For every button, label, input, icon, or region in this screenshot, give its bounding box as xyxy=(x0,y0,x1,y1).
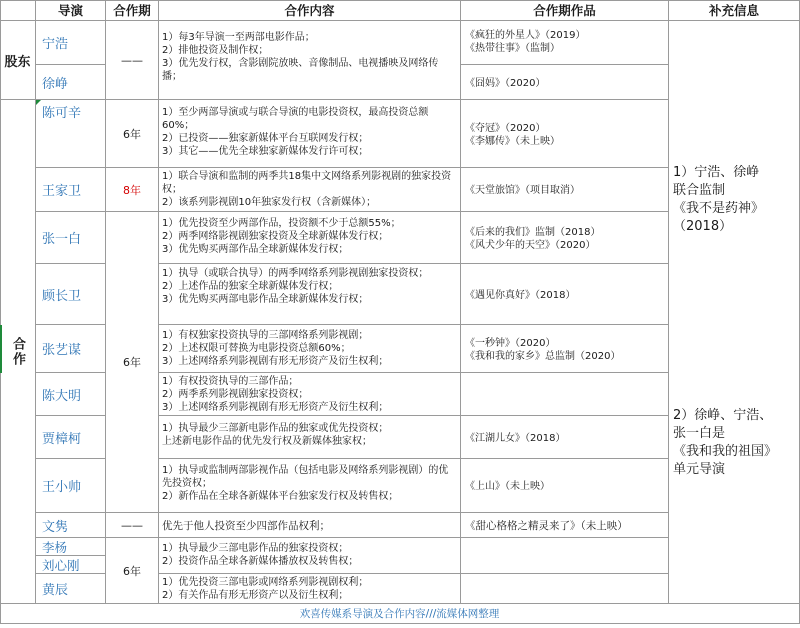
term-cell[interactable]: 8年 xyxy=(106,168,159,212)
director-cell[interactable]: 王家卫 xyxy=(36,168,106,212)
director-cell[interactable]: 刘心刚 xyxy=(36,556,106,574)
content-cell[interactable]: 1）优先投资三部电影或网络系列影视剧权利； 2）有关作品有形无形资产以及衍生权利； xyxy=(159,574,461,604)
works-cell[interactable] xyxy=(461,574,669,604)
row-marker xyxy=(0,325,2,373)
header-content[interactable]: 合作内容 xyxy=(159,0,461,21)
term-cell[interactable]: —— xyxy=(106,513,159,538)
header-role[interactable] xyxy=(0,0,36,21)
content-cell[interactable]: 1）执导最少三部电影作品的独家投资权； 2）投资作品全球各新媒体播放权及转售权； xyxy=(159,538,461,574)
content-cell[interactable]: 1）优先投资至少两部作品，投资额不少于总额55%； 2）两季网络影视剧独家投资及全球新媒体发行权； 3）优先购买两部作品全球新媒体发行权； xyxy=(159,212,461,264)
content-cell[interactable]: 优先于他人投资至少四部作品权利； xyxy=(159,513,461,538)
extra-column xyxy=(669,21,800,604)
footer-credit[interactable]: 欢喜传媒系导演及合作内容///流媒体网整理 xyxy=(0,604,800,624)
content-cell[interactable]: 1）执导（或联合执导）的两季网络系列影视剧独家投资权； 2）上述作品的独家全球新媒体发行权； 3）优先购买两部电影作品全球新媒体发行权； xyxy=(159,264,461,325)
director-cell[interactable]: 徐峥 xyxy=(36,65,106,100)
content-cell[interactable]: 1）每3年导演一至两部电影作品； 2）排他投资及制作权； 3）优先发行权，含影剧院放映、音像制品、电视播映及网络传播； xyxy=(159,21,461,100)
content-cell[interactable]: 1）至少两部导演或与联合导演的电影投资权，最高投资总额60%； 2）已投资——独家新媒体平台互联网发行权； 3）其它——优先全球独家新媒体发行许可权； xyxy=(159,100,461,168)
director-cell[interactable]: 李杨 xyxy=(36,538,106,556)
director-cell[interactable]: 文隽 xyxy=(36,513,106,538)
director-cell[interactable]: 张艺谋 xyxy=(36,325,106,373)
term-cell[interactable]: 6年 xyxy=(106,100,159,168)
term-cell[interactable]: 6年 xyxy=(106,212,159,513)
term-cell[interactable]: 6年 xyxy=(106,538,159,604)
director-cell[interactable]: 顾长卫 xyxy=(36,264,106,325)
works-cell[interactable]: 《上山》（未上映） xyxy=(461,459,669,513)
content-cell[interactable]: 1）联合导演和监制的两季共18集中文网络系列影视剧的独家投资权； 2）该系列影视剧10年独家发行权（含新媒体）； xyxy=(159,168,461,212)
director-cell[interactable]: 陈可辛 xyxy=(36,100,106,168)
director-cell[interactable]: 王小帅 xyxy=(36,459,106,513)
header-works[interactable]: 合作期作品 xyxy=(461,0,669,21)
content-cell[interactable]: 1）执导最少三部新电影作品的独家或优先投资权； 上述新电影作品的优先发行权及新媒体独家权； xyxy=(159,416,461,459)
works-cell[interactable]: 《夺冠》（2020） 《李娜传》（未上映） xyxy=(461,100,669,168)
director-cell[interactable]: 宁浩 xyxy=(36,21,106,65)
works-cell[interactable]: 《一秒钟》（2020） 《我和我的家乡》总监制（2020） xyxy=(461,325,669,373)
works-cell[interactable] xyxy=(461,538,669,574)
works-cell[interactable]: 《天堂旅馆》（项目取消） xyxy=(461,168,669,212)
director-cell[interactable]: 张一白 xyxy=(36,212,106,264)
group-cooperation[interactable] xyxy=(0,100,36,604)
header-extra[interactable]: 补充信息 xyxy=(669,0,800,21)
works-cell[interactable] xyxy=(461,373,669,416)
works-cell[interactable]: 《甜心格格之精灵来了》（未上映） xyxy=(461,513,669,538)
group-shareholder[interactable]: 股东 xyxy=(0,21,36,100)
header-director[interactable]: 导演 xyxy=(36,0,106,21)
extra-note-2[interactable]: 2）徐峥、宁浩、 张一白是 《我和我的祖国》 单元导演 xyxy=(673,408,778,477)
works-cell[interactable]: 《囧妈》（2020） xyxy=(461,65,669,100)
group-cooperation-label: 合作 xyxy=(10,336,25,367)
works-cell[interactable]: 《江湖儿女》（2018） xyxy=(461,416,669,459)
works-cell[interactable]: 《遇见你真好》（2018） xyxy=(461,264,669,325)
content-cell[interactable]: 1）有权投资执导的三部作品； 2）两季系列影视剧独家投资权； 3）上述网络系列影视剧有形无形资产及衍生权利； xyxy=(159,373,461,416)
content-cell[interactable]: 1）有权独家投资执导的三部网络系列影视剧； 2）上述权限可替换为电影投资总额60%； 3）上述网络系列影视剧有形无形资产及衍生权利； xyxy=(159,325,461,373)
content-cell[interactable]: 1）执导或监制两部影视作品（包括电影及网络系列影视剧）的优先投资权； 2）新作品在全球各新媒体平台独家发行权及转售权； xyxy=(159,459,461,513)
works-cell[interactable]: 《疯狂的外星人》（2019） 《热带往事》（监制） xyxy=(461,21,669,65)
term-cell[interactable]: —— xyxy=(106,21,159,100)
header-term[interactable]: 合作期 xyxy=(106,0,159,21)
director-cell[interactable]: 黄辰 xyxy=(36,574,106,604)
director-cell[interactable]: 贾樟柯 xyxy=(36,416,106,459)
extra-note-1[interactable]: 1）宁浩、徐峥 联合监制 《我不是药神》 （2018） xyxy=(673,165,765,234)
works-cell[interactable]: 《后来的我们》监制（2018） 《风犬少年的天空》（2020） xyxy=(461,212,669,264)
director-cell[interactable]: 陈大明 xyxy=(36,373,106,416)
